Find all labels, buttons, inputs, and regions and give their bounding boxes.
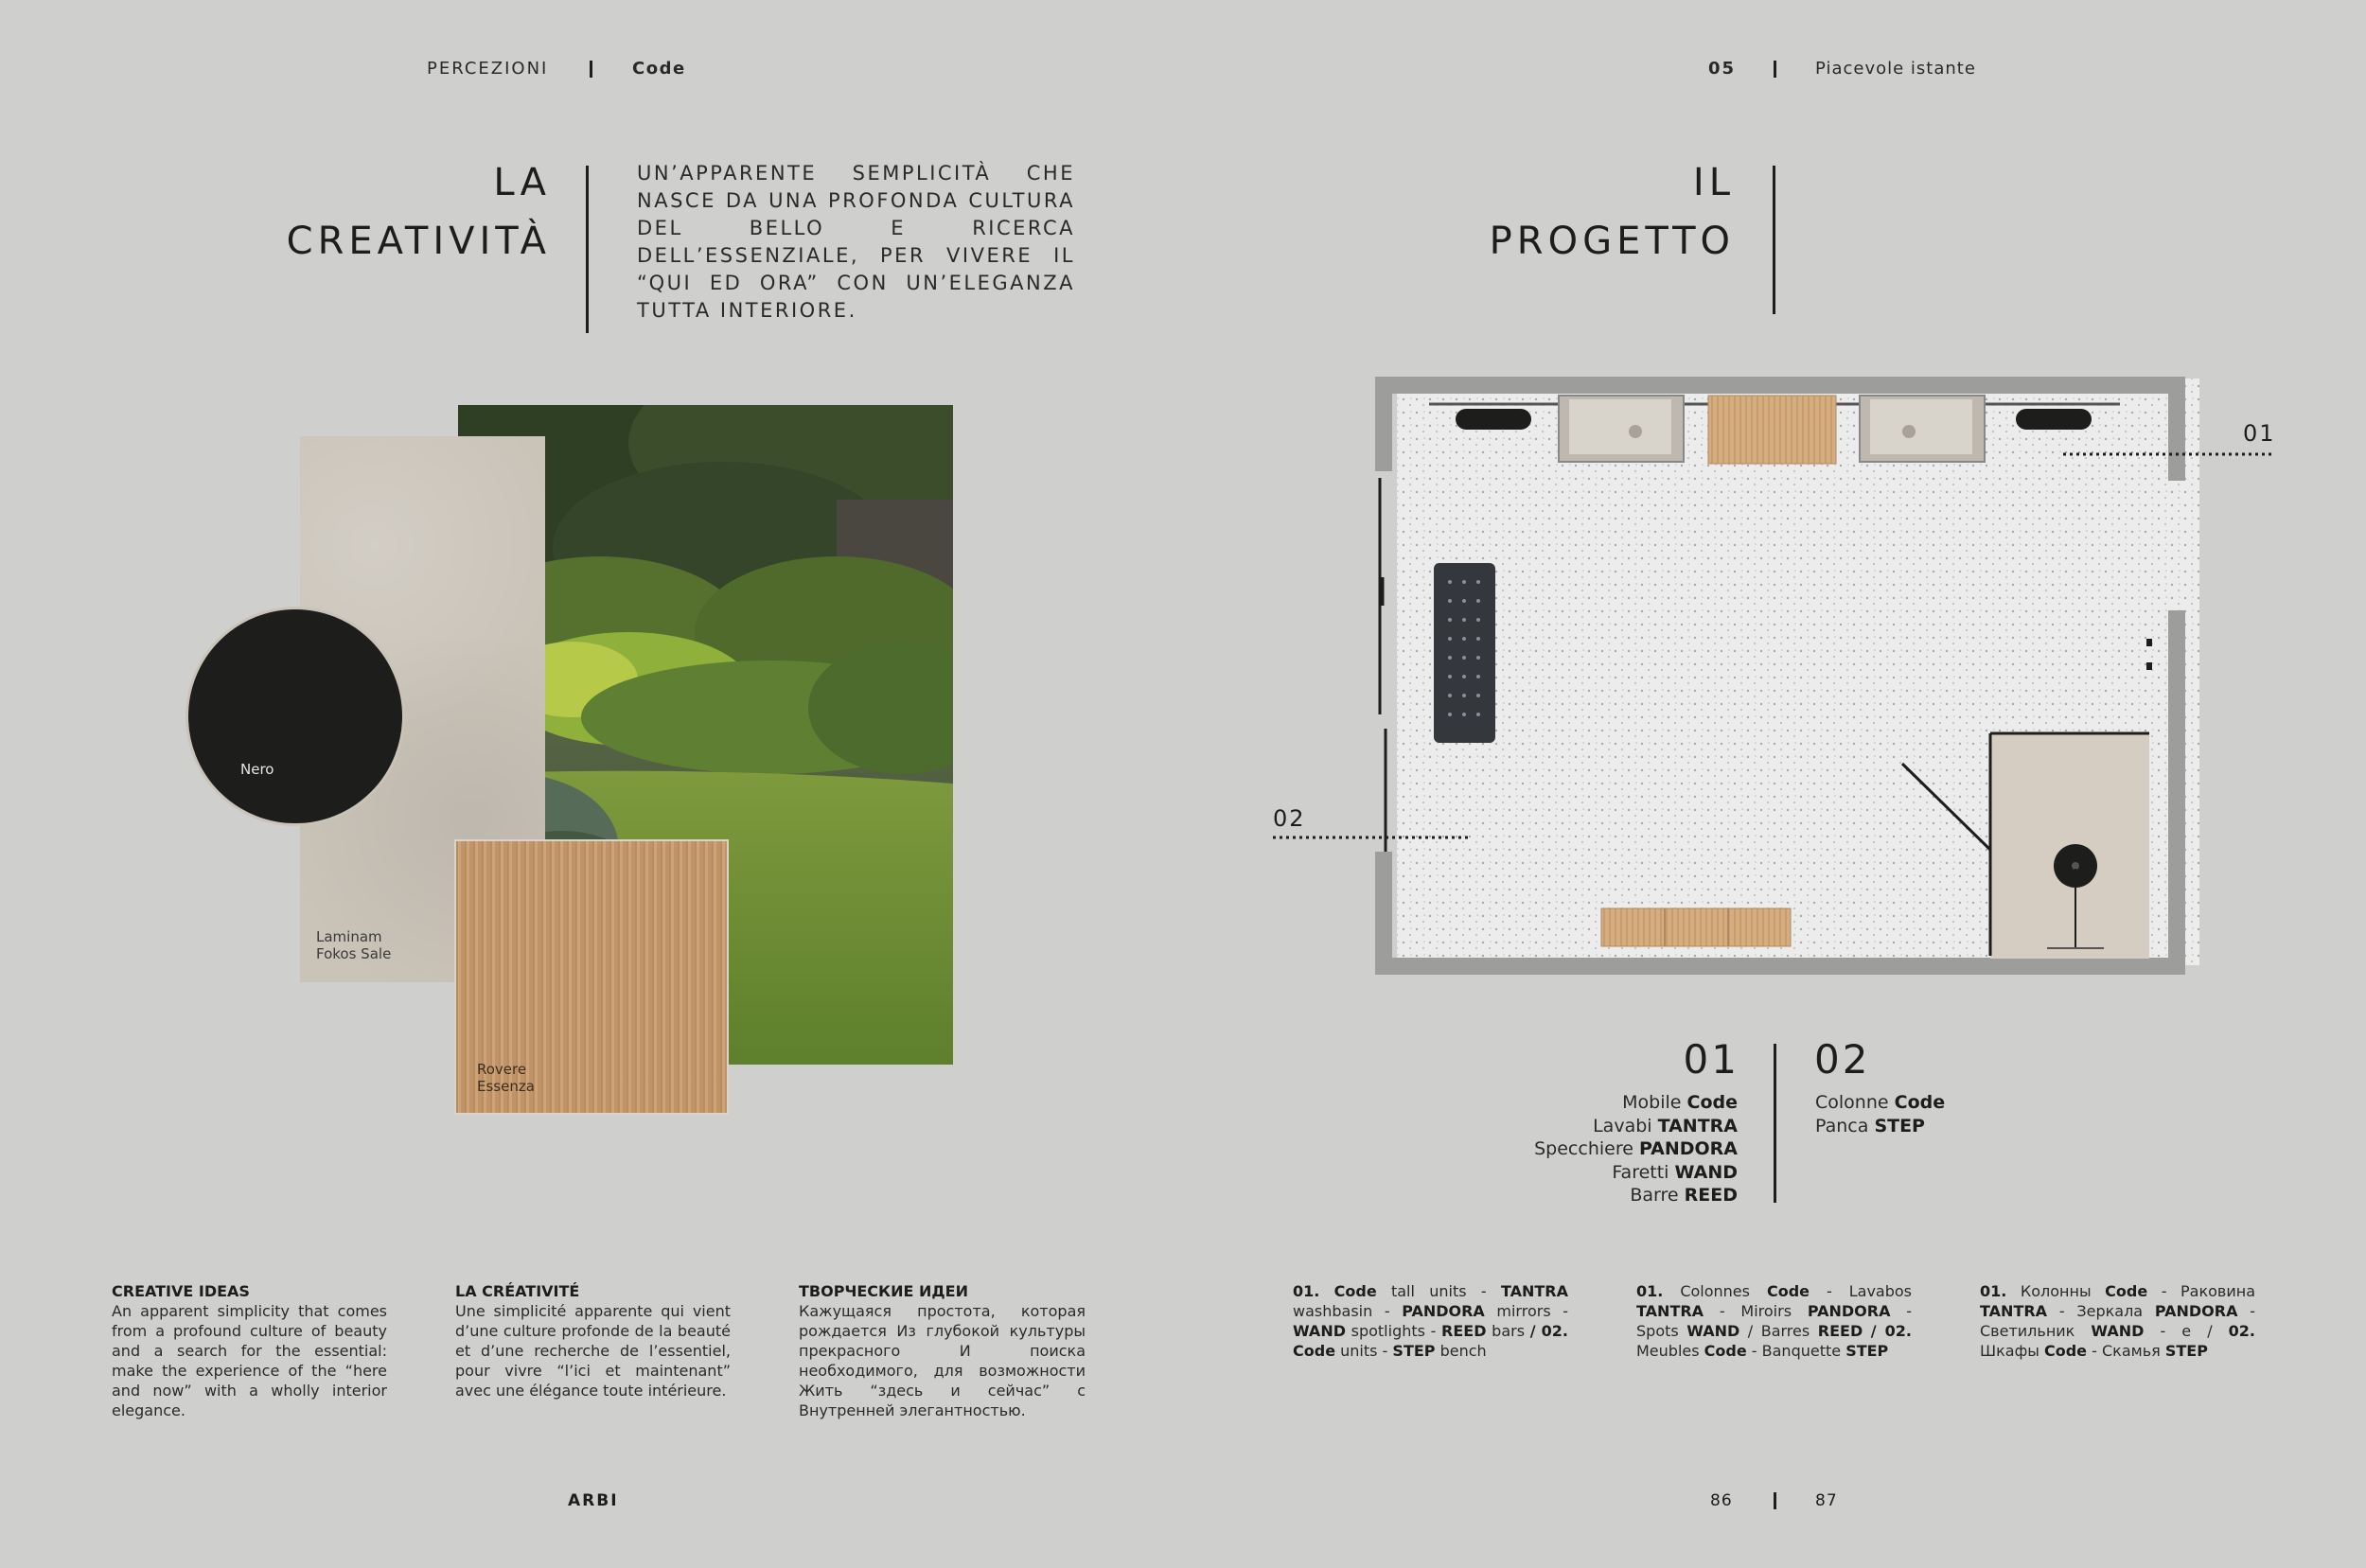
legend-number-01: 01	[1683, 1036, 1739, 1083]
code-text-bold: REED	[1817, 1322, 1863, 1340]
code-text-bold: Code	[1704, 1342, 1747, 1360]
code-text: - Зеркала	[2047, 1302, 2155, 1320]
code-text: bars	[1486, 1322, 1530, 1340]
code-text-bold: 01.	[1980, 1282, 2007, 1300]
legend-item: Faretti WAND	[1612, 1161, 1738, 1183]
code-text: Meubles	[1636, 1342, 1704, 1360]
header-section-label: PERCEZIONI	[427, 59, 549, 79]
floor-plan	[1268, 369, 2290, 984]
code-text-bold: TANTRA	[1500, 1282, 1568, 1300]
left-title-divider	[586, 166, 589, 333]
code-text-bold: PANDORA	[2154, 1302, 2238, 1320]
swatch-rovere-label-line2: Essenza	[477, 1078, 535, 1095]
swatch-nero-label: Nero	[240, 761, 274, 778]
plan-callout-02: 02	[1273, 805, 1306, 832]
left-title-line2: CREATIVITÀ	[286, 220, 551, 263]
column-russian	[799, 1282, 1086, 1420]
page-number-divider	[1774, 1492, 1776, 1509]
code-text: / Barres	[1739, 1322, 1818, 1340]
code-text: units -	[1335, 1342, 1393, 1360]
code-text-bold: 01.	[1636, 1282, 1664, 1300]
code-text-bold: Code	[2105, 1282, 2148, 1300]
swatch-rovere-essenza	[454, 839, 729, 1115]
code-text-bold: WAND	[1686, 1322, 1740, 1340]
code-text-bold: Code	[1333, 1282, 1377, 1300]
code-text	[1863, 1322, 1871, 1340]
legend-item: Mobile Code	[1622, 1092, 1738, 1113]
code-text: - е /	[2144, 1322, 2229, 1340]
right-title-divider	[1773, 166, 1775, 314]
code-text-bold: REED	[1441, 1322, 1487, 1340]
header-collection-label: Code	[632, 59, 686, 79]
column-french	[455, 1282, 731, 1401]
code-text: mirrors -	[1484, 1302, 1568, 1320]
legend-item: Barre REED	[1630, 1185, 1738, 1206]
code-text-bold: WAND	[2091, 1322, 2145, 1340]
code-text-bold: STEP	[2164, 1342, 2208, 1360]
column-french-heading: LA CRÉATIVITÉ	[455, 1282, 580, 1300]
left-title	[153, 153, 551, 271]
code-column-english	[1293, 1281, 1568, 1361]
legend-item: Panca STEP	[1815, 1115, 1925, 1136]
code-text: Шкафы	[1980, 1342, 2044, 1360]
code-text: spotlights -	[1345, 1322, 1442, 1340]
legend-item: Colonne Code	[1815, 1092, 1946, 1113]
code-column-french	[1636, 1281, 1912, 1361]
swatch-laminam-label	[316, 928, 391, 962]
code-text: Колонны	[2006, 1282, 2106, 1300]
column-russian-text: Кажущаяся простота, которая рождается Из глубокой культуры прекрасного И поиска необходимого, для возможности Жить “здесь и сейчас” с Внутренней элегантностью.	[799, 1302, 1086, 1419]
header-divider-left	[590, 61, 592, 78]
code-text-bold: PANDORA	[1807, 1302, 1891, 1320]
column-english-text: An apparent simplicity that comes from a profound culture of beauty and a search for the essential: make the experience of the “here and now” with a wholly interior elegance.	[112, 1302, 387, 1419]
code-text: - Светильник	[1980, 1302, 2255, 1340]
legend-number-02: 02	[1814, 1036, 1871, 1083]
legend-list-02	[1815, 1091, 1945, 1137]
swatch-rovere-label-line1: Rovere	[477, 1061, 527, 1078]
footer-brand: ARBI	[568, 1491, 619, 1510]
legend-list-01	[1534, 1091, 1738, 1207]
code-text	[1319, 1282, 1333, 1300]
page-number-right: 87	[1815, 1491, 1838, 1510]
code-text-bold: Code	[2043, 1342, 2088, 1360]
code-text: - Miroirs	[1704, 1302, 1808, 1320]
column-french-text: Une simplicité apparente qui vient d’une culture profonde de la beauté et d’une recherche de l’essentiel, pour vivre “l’ici et maintenant” avec une élégance toute intérieure.	[455, 1302, 731, 1400]
right-title-line1: IL	[1692, 161, 1735, 204]
swatch-laminam-label-line2: Fokos Sale	[316, 945, 392, 962]
header-divider-right	[1774, 61, 1776, 78]
code-text: - Banquette	[1746, 1342, 1846, 1360]
legend-item: Lavabi TANTRA	[1593, 1115, 1738, 1136]
code-text-bold: STEP	[1845, 1342, 1889, 1360]
code-text: - Раковина	[2147, 1282, 2255, 1300]
left-intro-text: UN’APPARENTE SEMPLICITÀ CHE NASCE DA UNA PROFONDA CULTURA DEL BELLO E RICERCA DELL’ESSENZIALE, PER VIVERE IL “QUI ED ORA” CON UN’ELEGANZA TUTTA INTERIORE.	[637, 162, 1075, 322]
code-text-bold: / 02.	[1529, 1322, 1569, 1340]
code-column-russian	[1980, 1281, 2255, 1361]
header-chapter-number: 05	[1708, 59, 1737, 79]
legend-divider	[1774, 1044, 1776, 1203]
code-text-bold: WAND	[1293, 1322, 1346, 1340]
code-text-bold: 02.	[2228, 1322, 2255, 1340]
plan-callout-01: 01	[2243, 420, 2276, 447]
code-text-bold: TANTRA	[1636, 1302, 1704, 1320]
swatch-rovere-label	[477, 1061, 535, 1095]
code-text: Colonnes	[1663, 1282, 1767, 1300]
code-text: - Скамья	[2087, 1342, 2165, 1360]
left-title-line1: LA	[493, 161, 551, 204]
code-text-bold: STEP	[1392, 1342, 1436, 1360]
code-text-bold: Code	[1766, 1282, 1810, 1300]
legend-item: Specchiere PANDORA	[1534, 1138, 1738, 1159]
code-text: washbasin -	[1293, 1302, 1403, 1320]
header-chapter-title: Piacevole istante	[1815, 59, 1976, 79]
swatch-nero-circle	[185, 607, 405, 826]
code-text-bold: 01.	[1293, 1282, 1320, 1300]
code-text: - Spots	[1636, 1302, 1913, 1340]
code-text-bold: Code	[1293, 1342, 1336, 1360]
code-text-bold: / 02.	[1870, 1322, 1912, 1340]
column-russian-heading: ТВОРЧЕСКИЕ ИДЕИ	[799, 1282, 968, 1300]
right-title-line2: PROGETTO	[1489, 220, 1735, 263]
code-text: tall units -	[1376, 1282, 1501, 1300]
code-text: bench	[1435, 1342, 1487, 1360]
code-text-bold: TANTRA	[1980, 1302, 2048, 1320]
swatch-laminam-label-line1: Laminam	[316, 928, 382, 945]
column-english-heading: CREATIVE IDEAS	[112, 1282, 250, 1300]
right-title	[1337, 153, 1735, 271]
code-text: - Lavabos	[1810, 1282, 1912, 1300]
code-text-bold: PANDORA	[1402, 1302, 1485, 1320]
column-english	[112, 1282, 387, 1420]
page-number-left: 86	[1710, 1491, 1733, 1510]
